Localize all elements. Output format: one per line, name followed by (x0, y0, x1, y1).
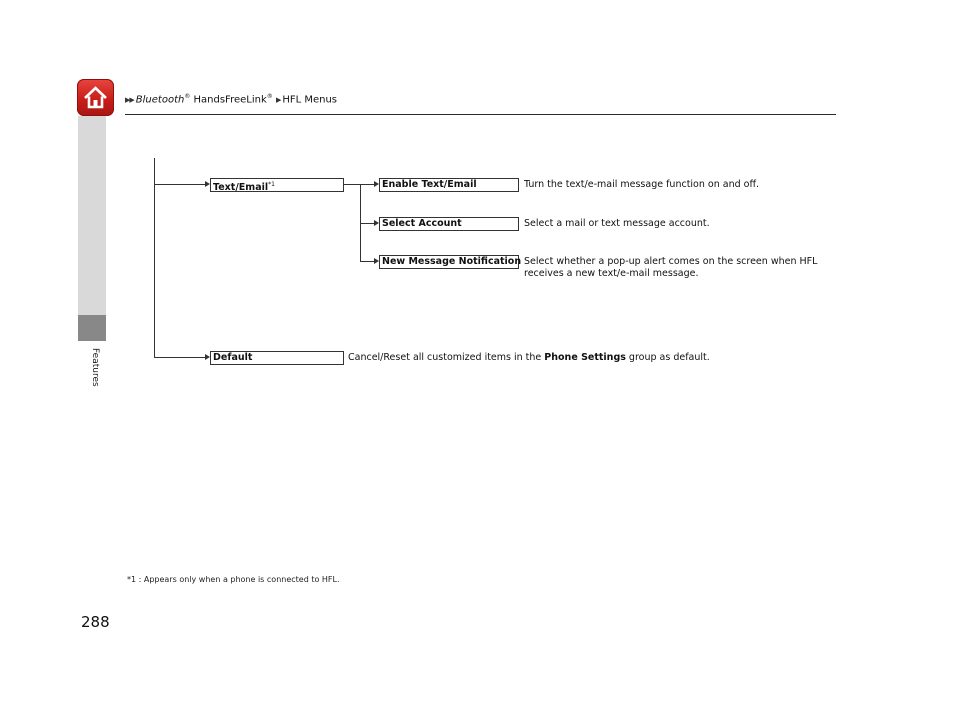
default-description-pre: Cancel/Reset all customized items in the (348, 352, 545, 363)
menu-text-email[interactable] (210, 178, 344, 192)
menu-default-label: Default (213, 352, 253, 363)
page-number: 288 (81, 613, 110, 631)
menu-select-account-label: Select Account (382, 218, 462, 229)
select-account-description: Select a mail or text message account. (524, 218, 710, 229)
branch-text-email (154, 184, 206, 185)
menu-select-account[interactable] (379, 217, 519, 231)
footnote: *1 : Appears only when a phone is connected to HFL. (127, 575, 340, 584)
registered-mark-2: ® (266, 93, 273, 100)
branch-select-account (360, 223, 375, 224)
menu-enable-text-email[interactable] (379, 178, 519, 192)
branch-sub-connector (343, 184, 360, 185)
breadcrumb-arrow-icon-2: ▶ (275, 96, 281, 105)
new-message-description-line1: Select whether a pop-up alert comes on the screen when HFL (524, 256, 818, 267)
branch-enable (360, 184, 375, 185)
default-description (348, 352, 710, 364)
side-tab-features-marker[interactable] (78, 315, 106, 341)
header-divider (125, 114, 836, 115)
menu-default[interactable] (210, 351, 344, 365)
breadcrumb-bluetooth[interactable]: Bluetooth (135, 94, 185, 106)
breadcrumb-arrow-icon: ▶▶ (125, 96, 134, 105)
branch-default (154, 357, 206, 358)
side-tab-track (78, 116, 106, 315)
branch-new-message (360, 261, 375, 262)
breadcrumb-handsfreelink[interactable]: HandsFreeLink (190, 94, 267, 106)
breadcrumb (125, 93, 337, 105)
registered-mark: ® (184, 93, 191, 100)
tree-trunk (154, 158, 155, 357)
breadcrumb-hfl-menus: HFL Menus (282, 94, 338, 106)
enable-text-email-description: Turn the text/e-mail message function on and off. (524, 179, 760, 190)
side-tab-label: Features (90, 348, 100, 387)
new-message-description-line2: receives a new text/e-mail message. (524, 268, 699, 279)
phone-settings-term: Phone Settings (544, 352, 626, 363)
home-button[interactable] (77, 79, 114, 116)
menu-new-message-notification[interactable] (379, 255, 522, 269)
menu-new-message-notification-label: New Message Notification (382, 256, 522, 267)
menu-text-email-label: Text/Email (213, 182, 269, 194)
footnote-ref: *1 (268, 181, 275, 188)
menu-enable-text-email-label: Enable Text/Email (382, 179, 477, 190)
default-description-post: group as default. (625, 352, 710, 363)
home-icon (82, 84, 109, 111)
